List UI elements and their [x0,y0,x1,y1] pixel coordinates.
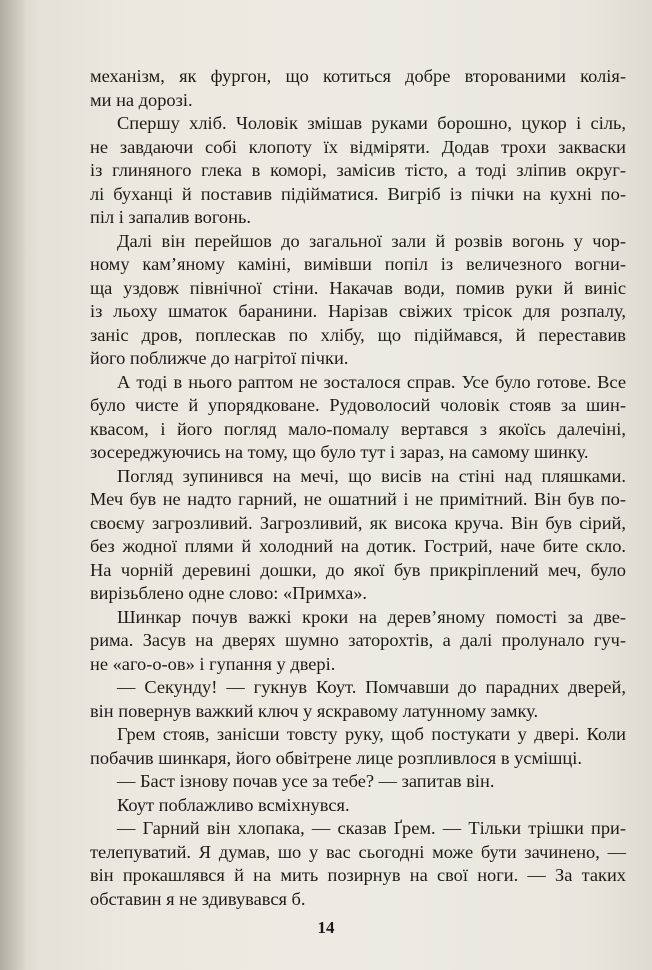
text-line: — Секунду! — гукнув Коут. Помчавши до парадних дверей, [117,677,626,697]
text-line: Далі він перейшов до загальної зали й розвів вогонь у чор- [117,230,626,251]
text-line: він прокашлявся й на мить позирнув на свої ноги. — За таких [90,865,626,885]
paragraph [90,230,626,371]
binding-shadow [0,0,26,970]
text-line: ща уздовж північної стіни. Накачав води, помив руки й виніс [90,277,626,298]
text-line: — Гарний він хлопака, — сказав Ґрем. — Тільки трішки при- [117,818,626,838]
text-line: вирізьблено одне слово: «Примха». [90,583,368,603]
paragraph [90,112,626,230]
page-number: 14 [317,918,335,937]
paragraph [90,676,626,723]
text-line: піл і запалив вогонь. [90,207,251,227]
text-line: ми на дорозі. [90,89,193,110]
text-line: Спершу хліб. Чоловік змішав руками борошно, цукор і сіль, [117,113,626,133]
text-line: не завдаючи собі клопоту їх відміряти. Додав трохи закваски [90,136,626,157]
paragraph [90,465,626,606]
text-line: Коут поблажливо всміхнувся. [117,794,350,815]
text-line: Шинкар почув важкі кроки на дерев’яному помості за две- [117,606,626,627]
text-line: Меч був не надто гарний, не ошатний і не примітний. Він був по- [90,489,626,509]
paragraph [90,371,626,465]
text-line: із льоху шматок баранини. Нарізав свіжих трісок для розпалу, [90,301,626,321]
paragraph [90,817,626,911]
text-line: Грем стояв, занісши товсту руку, щоб постукати у двері. Коли [117,724,626,744]
paragraph [90,770,626,794]
text-line: не «аго-о-ов» і гупання у двері. [90,653,336,674]
text-line: квасом, і його погляд мало-помалу вертався з якоїсь далечіні, [90,418,626,439]
text-line: механізм, як фургон, що котиться добре второваними колія- [90,66,626,86]
text-line: із глиняного глека в коморі, замісив тісто, а тоді зліпив округ- [90,160,626,180]
text-line: На чорній деревині дошки, до якої був прикріплений меч, було [90,559,626,580]
text-line: зосереджуючись на тому, що було тут і зараз, на самому шинку. [90,442,589,462]
text-line: Погляд зупинився на мечі, що висів на стіні над пляшками. [117,465,626,486]
paragraph [90,65,626,112]
text-line: заніс дров, поплескав по хлібу, що підіймався, й переставив [90,324,626,345]
text-line: було чисте й упорядковане. Рудоволосий чоловік стояв за шин- [90,395,626,415]
paragraph [90,723,626,770]
text-line: лі буханці й поставив підійматися. Вигріб із пічки на кухні по- [90,183,626,204]
body-text [90,65,626,911]
text-line: він повернув важкий ключ у яскравому латунному замку. [90,700,539,721]
text-line: своєму загрозливий. Загрозливий, як висока круча. Він був сірий, [90,512,626,533]
text-line: рима. Засув на дверях шумно заторохтів, а далі пролунало гуч- [90,630,626,650]
text-line: ному кам’яному каміні, вимівши попіл із величезного вогни- [90,254,626,274]
text-line: побачив шинкаря, його обвітрене лице розпливлося в усмішці. [90,747,582,768]
text-line: телепуватий. Я думав, шо у вас сьогодні може бути зачинено, — [90,841,626,862]
text-line: його поближче до нагрітої пічки. [90,348,349,368]
paragraph [90,794,626,818]
text-line: — Баст ізнову почав усе за тебе? — запитав він. [117,771,495,791]
text-line: А тоді в нього раптом не зосталося справ. Усе було готове. Все [117,371,626,392]
text-line: без жодної плями й холодний на дотик. Гострий, наче бите скло. [90,536,626,556]
text-line: обставин я не здивувався б. [90,888,306,909]
paragraph [90,606,626,677]
